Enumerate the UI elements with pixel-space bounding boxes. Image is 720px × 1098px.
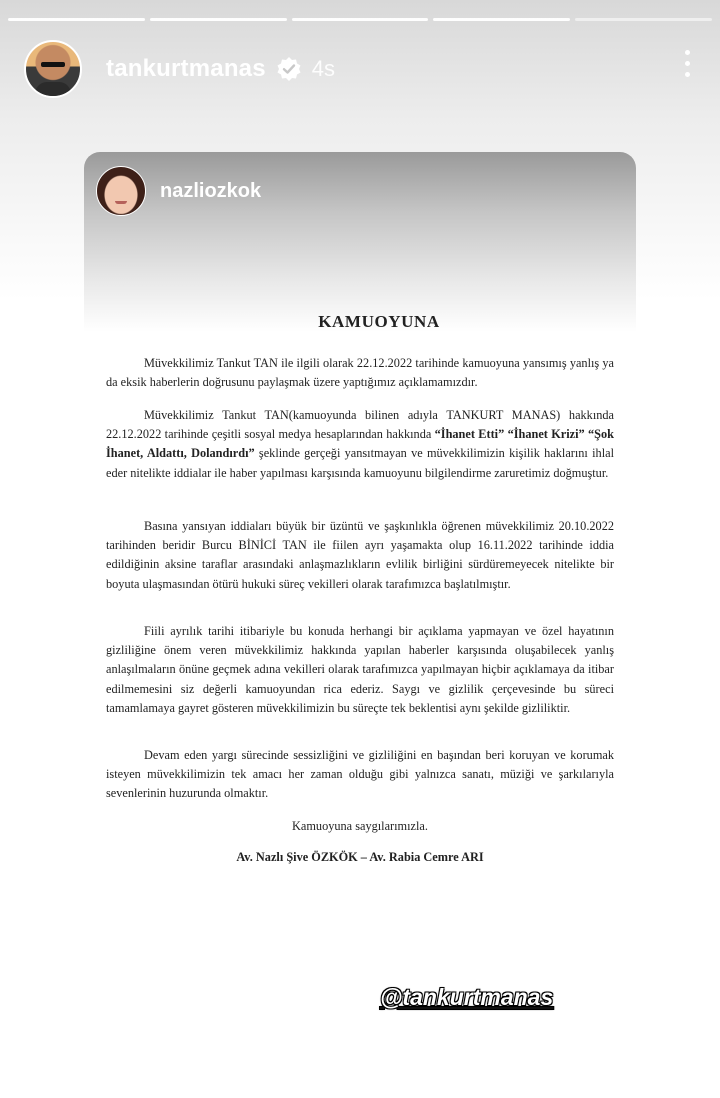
progress-segment: [8, 18, 145, 21]
progress-segment: [292, 18, 429, 21]
mention-sticker[interactable]: @tankurtmanas: [380, 984, 554, 1010]
paragraph-5: Devam eden yargı sürecinde sessizliğini ve gizliliğini en başından beri koruyan ve korumak isteyen müvekkilimizin tek amacı her zaman olduğu gibi yalnızca sanatı, müziği ve şarkılarıyla sevenlerinin huzurunda olmaktır.: [106, 748, 614, 801]
more-options-icon[interactable]: [685, 50, 690, 77]
verified-badge-icon: [276, 56, 302, 82]
paragraph-3: Basına yansıyan iddiaları büyük bir üzüntü ve şaşkınlıkla öğrenen müvekkilimiz 20.10.2022 tarihinden beridir Burcu BİNİCİ TAN ile fiilen ayrı yaşamakta olup 16.11.2022 tarihinde iddia edildiğinin aksine taraflar arasındaki anlaşmazlıkların evlilik birliğini sürdüremeyecek nitelikte bir boyuta ulaşmasından ötürü hukuki süreç vekilleri olarak tarafımızca başlatılmıştır.: [106, 519, 614, 591]
progress-segment: [150, 18, 287, 21]
closing-line: Kamuoyuna saygılarımızla.: [292, 819, 428, 833]
story-header: [24, 40, 696, 98]
quoted-headlines: “İhanet Etti” “İhanet Krizi” “Şok İhanet, Aldattı, Dolandırdı”: [106, 427, 614, 461]
story-progress-bar: [8, 18, 712, 21]
paragraph-2: Müvekkilimiz Tankut TAN(kamuoyunda bilinen adıyla TANKURT MANAS) hakkında 22.12.2022 tarihinde çeşitli sosyal medya hesaplarından hakkında “İhanet Etti” “İhanet Krizi” “Şok İhanet, Aldattı, Dolandırdı” şeklinde gerçeği yansıtmayan ve müvekkilimizin kişilik haklarını ihlal eder nitelikte iddialar ile haber yapılması karşısında kamuoyunu bilgilendirme zaruretimiz doğmuştur.: [106, 408, 614, 480]
progress-segment: [575, 18, 712, 21]
document-title: KAMUOYUNA: [318, 312, 440, 331]
paragraph-1: Müvekkilimiz Tankut TAN ile ilgili olarak 22.12.2022 tarihinde kamuoyuna yansımış yanlış ya da eksik haberlerin doğrusunu paylaşmak üzere yaptığımız açıklamamızdır.: [106, 356, 614, 390]
shared-post-username[interactable]: nazliozkok: [160, 180, 262, 202]
signature: Av. Nazlı Şive ÖZKÖK – Av. Rabia Cemre ARI: [236, 850, 484, 864]
shared-post-card[interactable]: [84, 152, 636, 922]
shared-post-header: [84, 152, 636, 332]
paragraph-4: Fiili ayrılık tarihi itibariyle bu konuda herhangi bir açıklama yapmayan ve özel hayatının gizliliğine önem veren müvekkilimiz hakkında yapılan haberler karşısında oluşabilecek yanlış anlaşılmaların önüne geçmek adına vekilleri olarak tarafımızca yapılmayan hiçbir açıklamaya da itibar edilmemesini siz değerli kamuoyundan rica ederiz. Saygı ve gizlilik çerçevesinde bu süreci tamamlamaya gayret gösteren müvekkilimizin bu süreçte tek beklentisi aynı şekilde gizliliktir.: [106, 624, 614, 715]
progress-segment: [433, 18, 570, 21]
story-username[interactable]: tankurtmanas: [106, 55, 266, 82]
avatar[interactable]: [24, 40, 82, 98]
statement-document: [84, 312, 636, 864]
avatar[interactable]: [96, 166, 146, 216]
story-timestamp: 4s: [311, 56, 336, 81]
